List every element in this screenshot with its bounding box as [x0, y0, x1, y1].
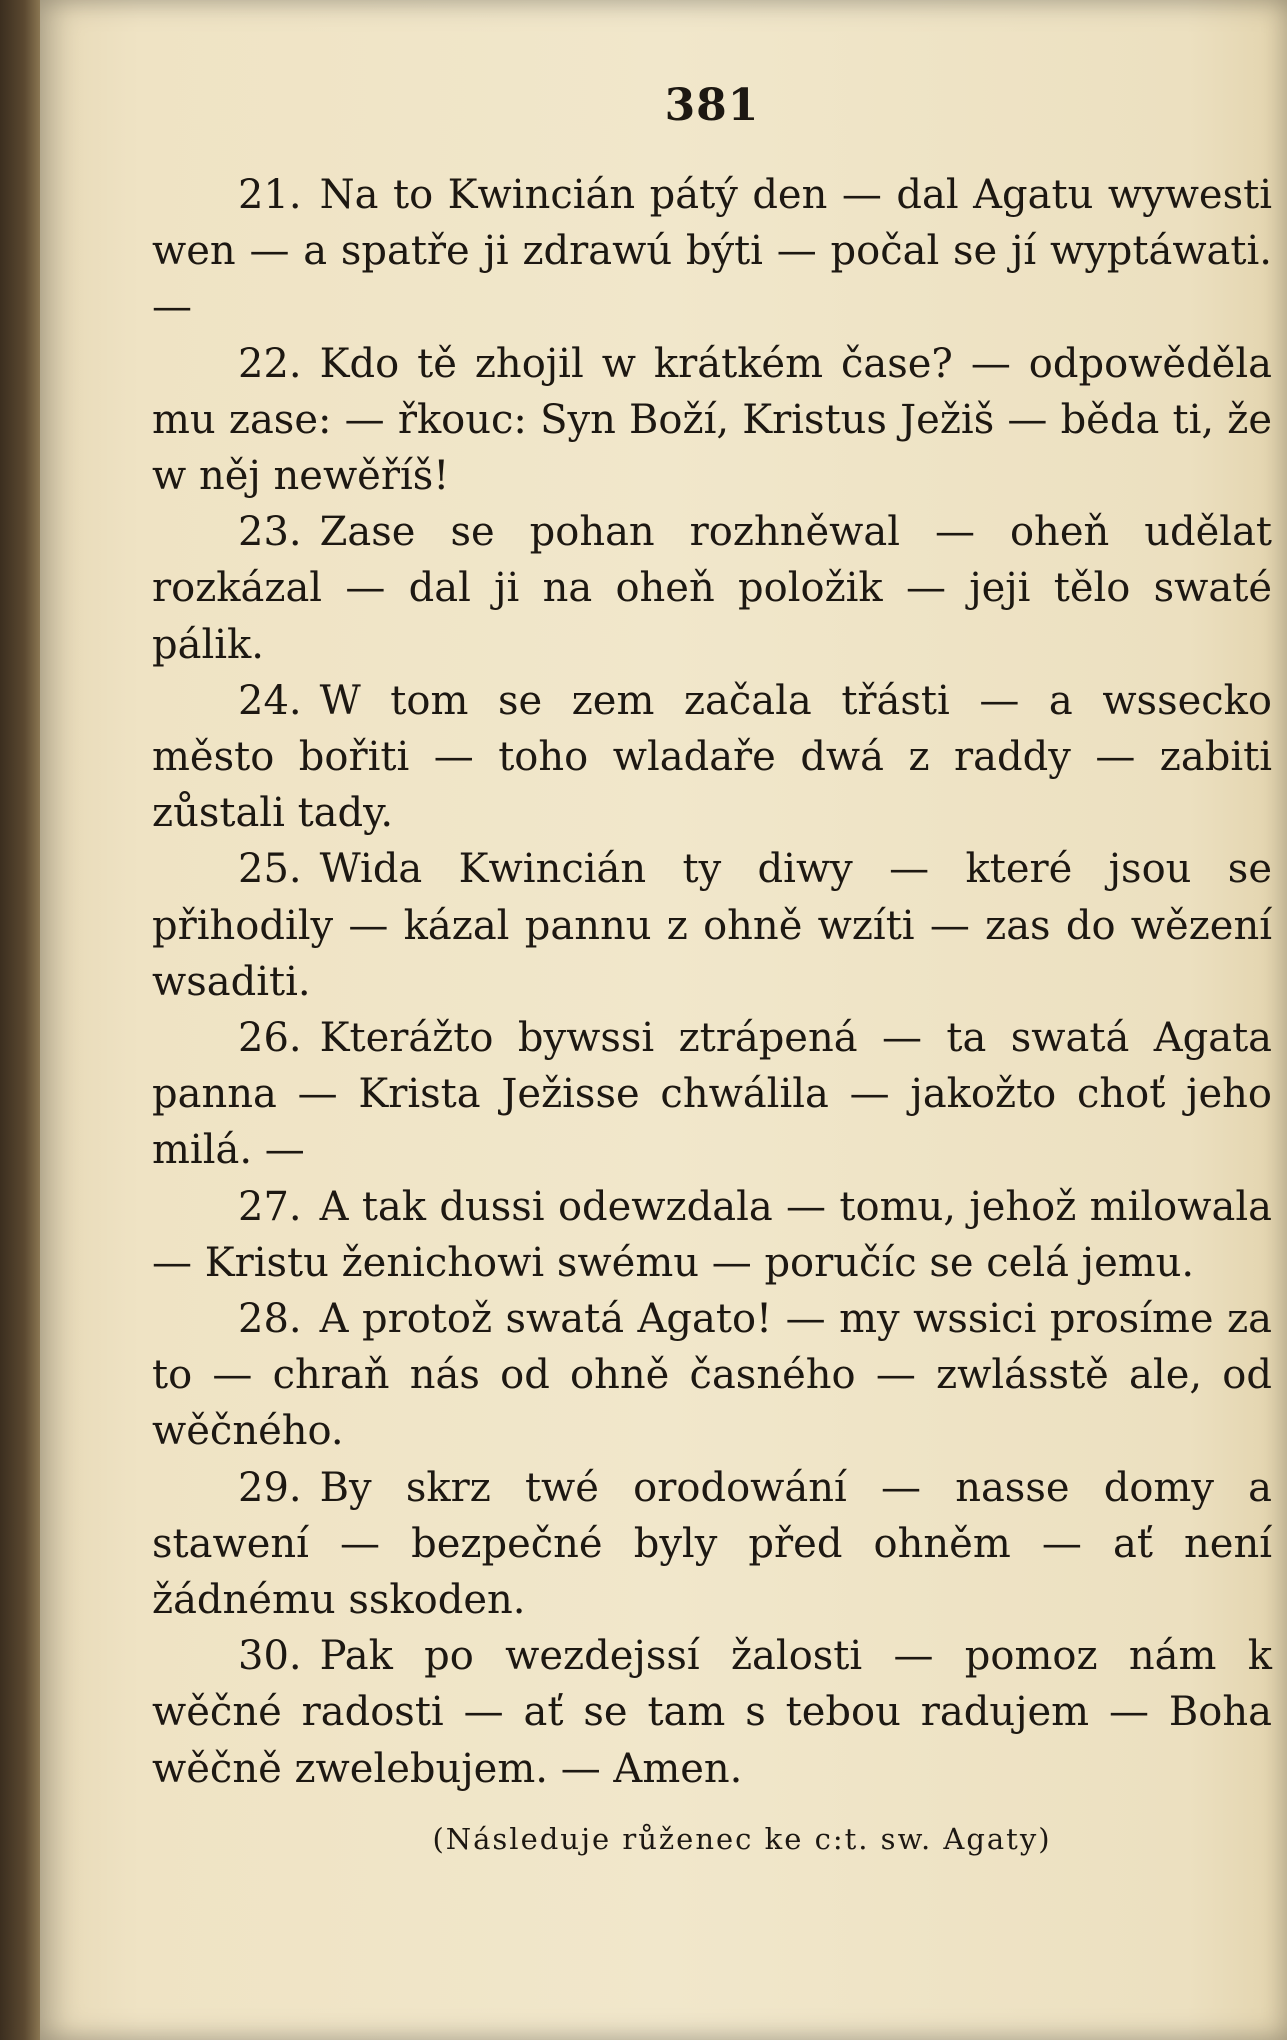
verse-paragraph: [152, 841, 1272, 1010]
verse-text: By skrz twé orodowání — nasse domy a stawení — bezpečné byly před ohněm — ať není žádnému sskoden.: [152, 1464, 1272, 1624]
verse-number: 27.: [238, 1183, 302, 1230]
verse-text: Pak po wezdejssí žalosti — pomoz nám k wěčné radosti — ať se tam s tebou radujem — Boha wěčně zwelebujem. — Amen.: [152, 1633, 1272, 1792]
page-number: 381: [664, 80, 760, 131]
verse-number: 23.: [238, 509, 302, 556]
verse-number: 24.: [238, 677, 302, 724]
verse-text: Kdo tě zhojil w krátkém čase? — odpowěděla mu zase: — řkouc: Syn Boží, Kristus Ježiš — běda ti, že w něj newěříš!: [152, 340, 1272, 500]
verse-number: 28.: [238, 1296, 302, 1343]
verse-paragraph: [152, 167, 1272, 336]
verse-number: 30.: [238, 1633, 302, 1680]
verse-paragraph: [152, 504, 1272, 673]
book-gutter: [0, 0, 40, 2040]
verse-number: 29.: [238, 1464, 302, 1511]
verse-paragraph: [152, 1010, 1272, 1179]
verse-text: Kterážto bywssi ztrápená — ta swatá Agata panna — Krista Ježisse chwálila — jakožto choť jeho milá. —: [152, 1015, 1272, 1174]
book-page: [40, 0, 1287, 2040]
verse-paragraph: [152, 336, 1272, 505]
footnote: (Následuje růženec ke c:t. sw. Agaty): [432, 1821, 1052, 1856]
verse-number: 25.: [238, 846, 302, 893]
verse-paragraph: [152, 1628, 1272, 1797]
verse-text: A tak dussi odewzdala — tomu, jehož milowala — Kristu ženichowi swému — poručíc se celá jemu.: [152, 1183, 1272, 1286]
verse-paragraph: [152, 1291, 1272, 1460]
verse-paragraph: [152, 1460, 1272, 1629]
verse-paragraph: [152, 1179, 1272, 1291]
verse-text: Zase se pohan rozhněwal — oheň udělat rozkázal — dal ji na oheň položik — jeji tělo swaté pálik.: [152, 509, 1272, 668]
verse-number: 22.: [238, 340, 302, 387]
verse-text: Wida Kwincián ty diwy — které jsou se přihodily — kázal pannu z ohně wzíti — zas do wězení wsaditi.: [152, 846, 1272, 1005]
verse-list: [152, 167, 1272, 1797]
verse-number: 21.: [238, 172, 302, 218]
verse-text: W tom se zem začala třásti — a wssecko město bořiti — toho wladaře dwá z raddy — zabiti zůstali tady.: [152, 677, 1272, 837]
verse-paragraph: [152, 673, 1272, 842]
verse-number: 26.: [238, 1015, 302, 1062]
verse-text: A protož swatá Agato! — my wssici prosíme za to — chraň nás od ohně časného — zwlásstě ale, od wěčného.: [152, 1296, 1272, 1455]
verse-text: Na to Kwincián pátý den — dal Agatu wywesti wen — a spatře ji zdrawú býti — počal se jí wyptáwati. —: [152, 172, 1272, 331]
page-content: [152, 80, 1272, 1861]
